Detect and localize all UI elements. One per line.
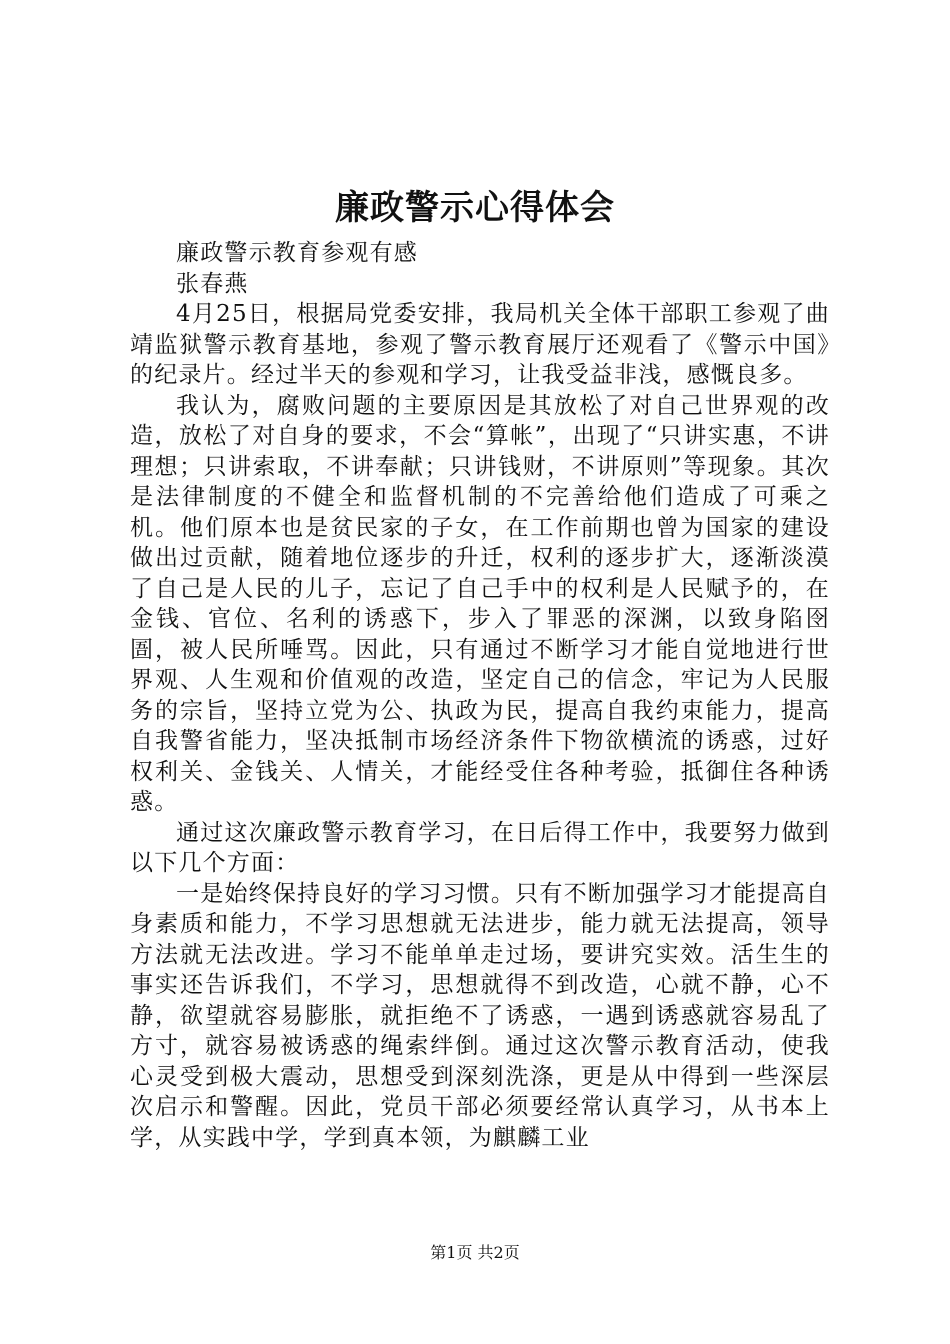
paragraph: 一是始终保持良好的学习习惯。只有不断加强学习才能提高自身素质和能力，不学习思想就无法进步，能力就无法提高，领导方法就无法改进。学习不能单单走过场，要讲究实效。活生生的事实还告诉我们，不学习，思想就得不到改造，心就不静，心不静，欲望就容易膨胀，就拒绝不了诱惑，一遇到诱惑就容易乱了方寸，就容易被诱惑的绳索绊倒。通过这次警示教育活动，使我心灵受到极大震动，思想受到深刻洗涤，更是从中得到一些深层次启示和警醒。因此，党员干部必须要经常认真学习，从书本上学，从实践中学，学到真本领，为麒麟工业: [130, 880, 830, 1151]
document-body: [130, 238, 830, 1153]
paragraph: 我认为，腐败问题的主要原因是其放松了对自己世界观的改造，放松了对自身的要求，不会“算帐”，出现了“只讲实惠，不讲理想；只讲索取，不讲奉献；只讲钱财，不讲原则”等现象。其次是法律制度的不健全和监督机制的不完善给他们造成了可乘之机。他们原本也是贫民家的子女，在工作前期也曾为国家的建设做出过贡献，随着地位逐步的升迁，权利的逐步扩大，逐渐淡漠了自己是人民的儿子，忘记了自己手中的权利是人民赋予的，在金钱、官位、名利的诱惑下，步入了罪恶的深渊，以致身陷囹圄，被人民所唾骂。因此，只有通过不断学习才能自觉地进行世界观、人生观和价值观的改造，坚定自己的信念，牢记为人民服务的宗旨，坚持立党为公、执政为民，提高自我约束能力，提高自我警省能力，坚决抵制市场经济条件下物欲横流的诱惑，过好权利关、金钱关、人情关，才能经受住各种考验，抵御住各种诱惑。: [130, 392, 830, 815]
author: 张春燕: [176, 270, 249, 297]
page-title: 廉政警示心得体会: [335, 188, 615, 228]
paragraph: 4月25日，根据局党委安排，我局机关全体干部职工参观了曲靖监狱警示教育基地，参观了警示教育展厅还观看了《警示中国》的纪录片。经过半天的参观和学习，让我受益非浅，感慨良多。: [130, 301, 830, 388]
paragraph: 通过这次廉政警示教育学习，在日后得工作中，我要努力做到以下几个方面：: [130, 819, 830, 876]
subtitle: 廉政警示教育参观有感: [176, 240, 418, 266]
page-footer: 第1页 共2页: [430, 1243, 520, 1262]
